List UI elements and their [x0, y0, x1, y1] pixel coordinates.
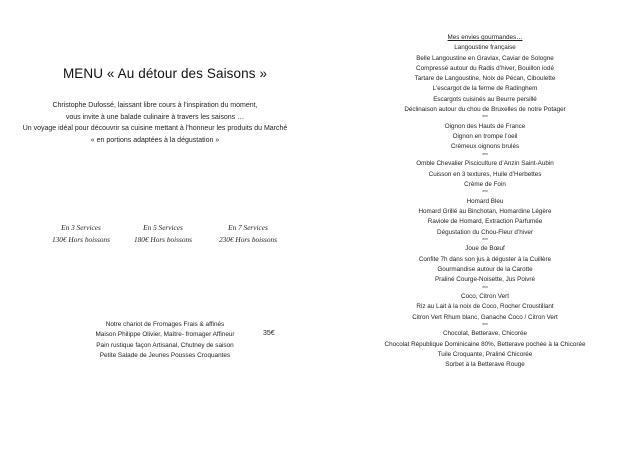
- course-separator: ***: [482, 152, 488, 159]
- cheese-line: Petite Salade de Jeunes Pousses Croquantes: [99, 351, 231, 359]
- dish-line: Chocolat République Dominicaine 80%, Betterave pochée à la Chicorée: [384, 340, 586, 348]
- dish-line: Crémeux oignons brulés: [450, 143, 520, 151]
- course-separator: ***: [482, 285, 488, 292]
- intro-line: Christophe Dufossé, laissant libre cours à l’inspiration du moment,: [52, 102, 258, 109]
- course-title: Coco, Citron Vert: [461, 293, 509, 301]
- tasting-menu-list: [330, 33, 640, 371]
- dish-line: Gourmandise autour de la Carotte: [437, 265, 533, 273]
- intro-line: « en portions adaptées à la dégustation »: [90, 137, 220, 145]
- course-separator: ***: [482, 322, 488, 329]
- course-title: Langoustine française: [454, 44, 516, 52]
- intro-paragraph: [0, 100, 310, 147]
- dish-line: Escargots cuisinés au Beurre persillé: [433, 95, 537, 103]
- cheese-line: Maison Philippe Olivier, Maître- fromager Affineur: [95, 331, 235, 339]
- service-name: En 7 Services: [228, 223, 268, 232]
- service-option-3: [48, 222, 114, 245]
- dish-line: L’escargot de la ferme de Radinghem: [432, 85, 538, 93]
- menu-heading: Mes envies gourmandes…: [447, 34, 523, 41]
- dish-line: Homard Grillé au Binchotan, Homardine Légère: [418, 207, 552, 215]
- service-option-7: [215, 222, 281, 245]
- cheese-line: Notre chariot de Fromages Frais & affinés: [105, 321, 225, 328]
- service-options: [0, 222, 330, 252]
- dish-line: Déclinaison autour du chou de Bruxelles de notre Potager: [404, 106, 566, 114]
- dish-line: Oignon en trompe l’oeil: [452, 133, 518, 141]
- service-price: 180€ Hors boissons: [134, 234, 192, 244]
- dish-line: Praliné Courge-Noisette, Jus Poivré: [434, 276, 536, 284]
- dish-line: Tuile Croquante, Praliné Chicorée: [437, 351, 533, 359]
- menu-title: MENU « Au détour des Saisons »: [62, 66, 268, 81]
- cheese-price: 35€: [263, 330, 275, 337]
- cheese-line: Pain rustique façon Artisanal, Chutney de saison: [96, 341, 234, 349]
- service-price: 130€ Hors boissons: [52, 234, 110, 244]
- dish-line: Riz au Lait à la noix de Coco, Rocher Croustillant: [416, 303, 554, 311]
- dish-line: Crème de Foin: [464, 180, 506, 188]
- dish-line: Dégustation du Chou-Fleur d’hiver: [437, 228, 533, 236]
- cheese-course: [85, 320, 245, 361]
- dish-line: Raviole de Homard, Extraction Parfumée: [427, 218, 543, 226]
- course-title: Chocolat, Betterave, Chicorée: [442, 330, 527, 338]
- course-separator: ***: [482, 115, 488, 122]
- dish-line: Confite 7h dans son jus à déguster à la Cuillère: [418, 255, 552, 263]
- intro-line: vous invite à une balade culinaire à travers les saisons …: [65, 113, 245, 121]
- dish-line: Tartare de Langoustine, Noix de Pécan, Ciboulette: [414, 75, 556, 83]
- course-title: Omble Chevalier Pisciculture d’Anzin Saint-Aubin: [416, 160, 554, 168]
- course-title: Homard Bleu: [466, 197, 504, 205]
- dish-line: Sorbet à la Betterave Rouge: [445, 361, 525, 369]
- service-price: 230€ Hors boissons: [219, 234, 277, 244]
- dish-line: Belle Langoustine en Gravlax, Caviar de Sologne: [416, 54, 554, 62]
- dish-line: Cuisson en 3 textures, Huile d’Herbettes: [428, 170, 542, 178]
- dish-line: Citron Vert Rhum blanc, Ganache Coco / Citron Vert: [412, 313, 558, 321]
- dish-line: Compressé autour du Radis d’hiver, Bouillon iodé: [416, 64, 554, 72]
- course-title: Oignon des Hauts de France: [444, 122, 526, 130]
- intro-line: Un voyage idéal pour découvrir sa cuisine mettant à l’honneur les produits du Marché: [22, 125, 288, 133]
- service-name: En 3 Services: [61, 223, 101, 232]
- service-option-5: [130, 222, 196, 245]
- course-separator: ***: [482, 190, 488, 197]
- service-name: En 5 Services: [143, 223, 183, 232]
- right-panel: [330, 0, 640, 452]
- course-title: Joue de Bœuf: [465, 245, 505, 253]
- course-separator: ***: [482, 237, 488, 244]
